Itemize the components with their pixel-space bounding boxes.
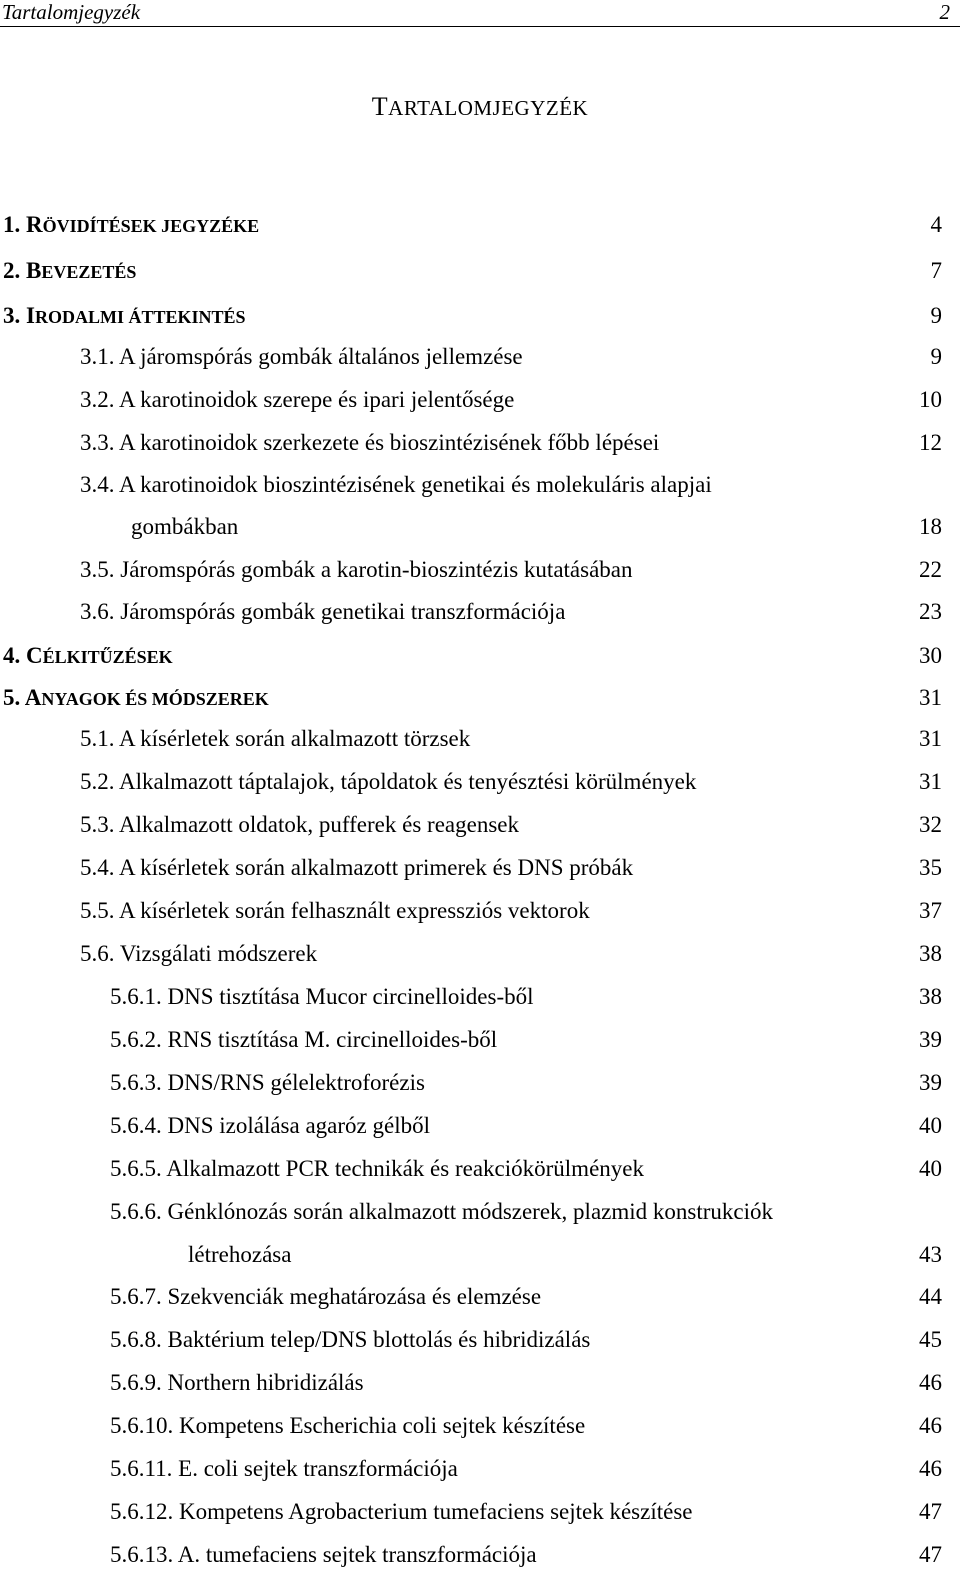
toc-entry-chapter-1[interactable]: [0, 210, 960, 254]
toc-entry[interactable]: [0, 1411, 960, 1455]
toc-entry[interactable]: [0, 1368, 960, 1412]
toc-entry[interactable]: [0, 853, 960, 897]
toc-entry-label: 3.2. A karotinoidok szerepe és ipari jelentősége: [80, 387, 515, 412]
toc-entry[interactable]: [0, 428, 960, 472]
toc-entry[interactable]: [0, 810, 960, 854]
toc-entry-page: 12: [919, 430, 942, 455]
toc-entry-page: 37: [919, 898, 942, 923]
toc-entry-page: 47: [919, 1499, 942, 1524]
toc-entry-label-continuation: létrehozása: [188, 1242, 292, 1267]
toc-entry-label: 3.4. A karotinoidok bioszintézisének genetikai és molekuláris alapjai: [80, 472, 712, 497]
toc-entry-page: 32: [919, 812, 942, 837]
toc-entry-label: 5.4. A kísérletek során alkalmazott primerek és DNS próbák: [80, 855, 634, 880]
toc-entry[interactable]: [0, 982, 960, 1026]
toc-entry-page: 9: [930, 344, 942, 369]
toc-entry-label: 3.1. A járomspórás gombák általános jellemzése: [80, 344, 523, 369]
toc-entry-label: 2. BEVEZETÉS: [3, 258, 137, 283]
toc-entry-page: 46: [919, 1413, 942, 1438]
toc-entry-label: 5. ANYAGOK ÉS MÓDSZEREK: [3, 685, 269, 710]
toc-entry[interactable]: [0, 1197, 960, 1285]
toc-entry-chapter-3[interactable]: [0, 301, 960, 345]
toc-entry-label: 4. CÉLKITŰZÉSEK: [3, 643, 173, 668]
toc-entry-page: 23: [919, 599, 942, 624]
toc-entry-page: 30: [919, 643, 942, 668]
toc-entry[interactable]: [0, 1154, 960, 1198]
toc-entry-label: 3.5. Járomspórás gombák a karotin-bioszintézis kutatásában: [80, 557, 633, 582]
toc-entry-label: 5.6. Vizsgálati módszerek: [80, 941, 318, 966]
toc-entry-page: 40: [919, 1156, 942, 1181]
running-head-page-number: 2: [939, 0, 950, 24]
toc-entry-label: 3.3. A karotinoidok szerkezete és bioszintézisének főbb lépései: [80, 430, 660, 455]
toc-entry[interactable]: [0, 555, 960, 599]
toc-entry-label: 5.6.10. Kompetens Escherichia coli sejtek készítése: [110, 1413, 586, 1438]
toc-entry[interactable]: [0, 342, 960, 386]
toc-entry-page: 31: [919, 685, 942, 710]
toc-entry-label: 5.5. A kísérletek során felhasznált expressziós vektorok: [80, 898, 590, 923]
toc-entry-page: 31: [919, 769, 942, 794]
toc-entry[interactable]: [0, 896, 960, 940]
toc-entry-page: 35: [919, 855, 942, 880]
toc-entry-page: 44: [919, 1284, 942, 1309]
toc-entry-page: 39: [919, 1027, 942, 1052]
toc-entry-page: 47: [919, 1542, 942, 1567]
toc-entry-page: 39: [919, 1070, 942, 1095]
toc-entry[interactable]: [0, 597, 960, 641]
toc-entry-page: 4: [930, 212, 942, 237]
toc-entry-label-continuation: gombákban: [131, 514, 239, 539]
toc-entry[interactable]: [0, 1068, 960, 1112]
toc-entry-label: 5.6.7. Szekvenciák meghatározása és elemzése: [110, 1284, 542, 1309]
toc-entry-label: 5.6.3. DNS/RNS gélelektroforézis: [110, 1070, 425, 1095]
toc-entry-label: 5.6.4. DNS izolálása agaróz gélből: [110, 1113, 430, 1138]
toc-entry[interactable]: [0, 767, 960, 811]
toc-entry[interactable]: [0, 1282, 960, 1326]
toc-entry-page: 9: [930, 303, 942, 328]
toc-entry-label: 5.2. Alkalmazott táptalajok, tápoldatok és tenyésztési körülmények: [80, 769, 697, 794]
toc-entry[interactable]: [0, 1325, 960, 1369]
toc-entry-label: 3.6. Járomspórás gombák genetikai transzformációja: [80, 599, 566, 624]
toc-entry-page: 7: [930, 258, 942, 283]
toc-entry-page: 31: [919, 726, 942, 751]
toc-entry-page: 43: [919, 1242, 942, 1267]
toc-entry[interactable]: [0, 724, 960, 768]
toc-entry-label: 5.6.6. Génklónozás során alkalmazott módszerek, plazmid konstrukciók: [110, 1199, 773, 1224]
toc-entry[interactable]: [0, 470, 960, 558]
toc-entry-chapter-2[interactable]: [0, 256, 960, 300]
toc-title-rest: ARTALOMJEGYZÉK: [388, 96, 589, 120]
toc-entry-page: 10: [919, 387, 942, 412]
toc-entry-label: 5.3. Alkalmazott oldatok, pufferek és reagensek: [80, 812, 519, 837]
toc-entry-label: 5.6.12. Kompetens Agrobacterium tumefaciens sejtek készítése: [110, 1499, 693, 1524]
toc-entry-page: 22: [919, 557, 942, 582]
toc-entry-page: 46: [919, 1370, 942, 1395]
toc-entry-label: 5.6.13. A. tumefaciens sejtek transzformációja: [110, 1542, 537, 1567]
toc-entry-chapter-5[interactable]: [0, 683, 960, 727]
toc-entry-label: 5.6.8. Baktérium telep/DNS blottolás és hibridizálás: [110, 1327, 591, 1352]
toc-entry-page: 38: [919, 984, 942, 1009]
toc-entry-label: 5.6.9. Northern hibridizálás: [110, 1370, 364, 1395]
toc-entry-page: 46: [919, 1456, 942, 1481]
toc-entry-label: 3. IRODALMI ÁTTEKINTÉS: [3, 303, 246, 328]
running-head-title: Tartalomjegyzék: [2, 0, 141, 24]
toc-entry[interactable]: [0, 1454, 960, 1498]
toc-entry-label: 5.6.2. RNS tisztítása M. circinelloides-ből: [110, 1027, 498, 1052]
toc-entry-page: 40: [919, 1113, 942, 1138]
toc-entry[interactable]: [0, 1025, 960, 1069]
toc-entry[interactable]: [0, 1111, 960, 1155]
toc-title-initial: T: [371, 92, 389, 121]
toc-entry[interactable]: [0, 939, 960, 983]
toc-entry-label: 5.6.11. E. coli sejtek transzformációja: [110, 1456, 458, 1481]
toc-entry-page: 38: [919, 941, 942, 966]
toc-entry-chapter-4[interactable]: [0, 641, 960, 685]
toc-entry[interactable]: [0, 1540, 960, 1584]
toc-entry[interactable]: [0, 1497, 960, 1541]
toc-entry-label: 5.1. A kísérletek során alkalmazott törzsek: [80, 726, 471, 751]
toc-entry-page: 45: [919, 1327, 942, 1352]
toc-entry-label: 5.6.1. DNS tisztítása Mucor circinelloides-ből: [110, 984, 534, 1009]
toc-entry-label: 5.6.5. Alkalmazott PCR technikák és reakciókörülmények: [110, 1156, 644, 1181]
toc-entry-page: 18: [919, 514, 942, 539]
toc-entry[interactable]: [0, 385, 960, 429]
toc-entry-label: 1. RÖVIDÍTÉSEK JEGYZÉKE: [3, 212, 260, 237]
